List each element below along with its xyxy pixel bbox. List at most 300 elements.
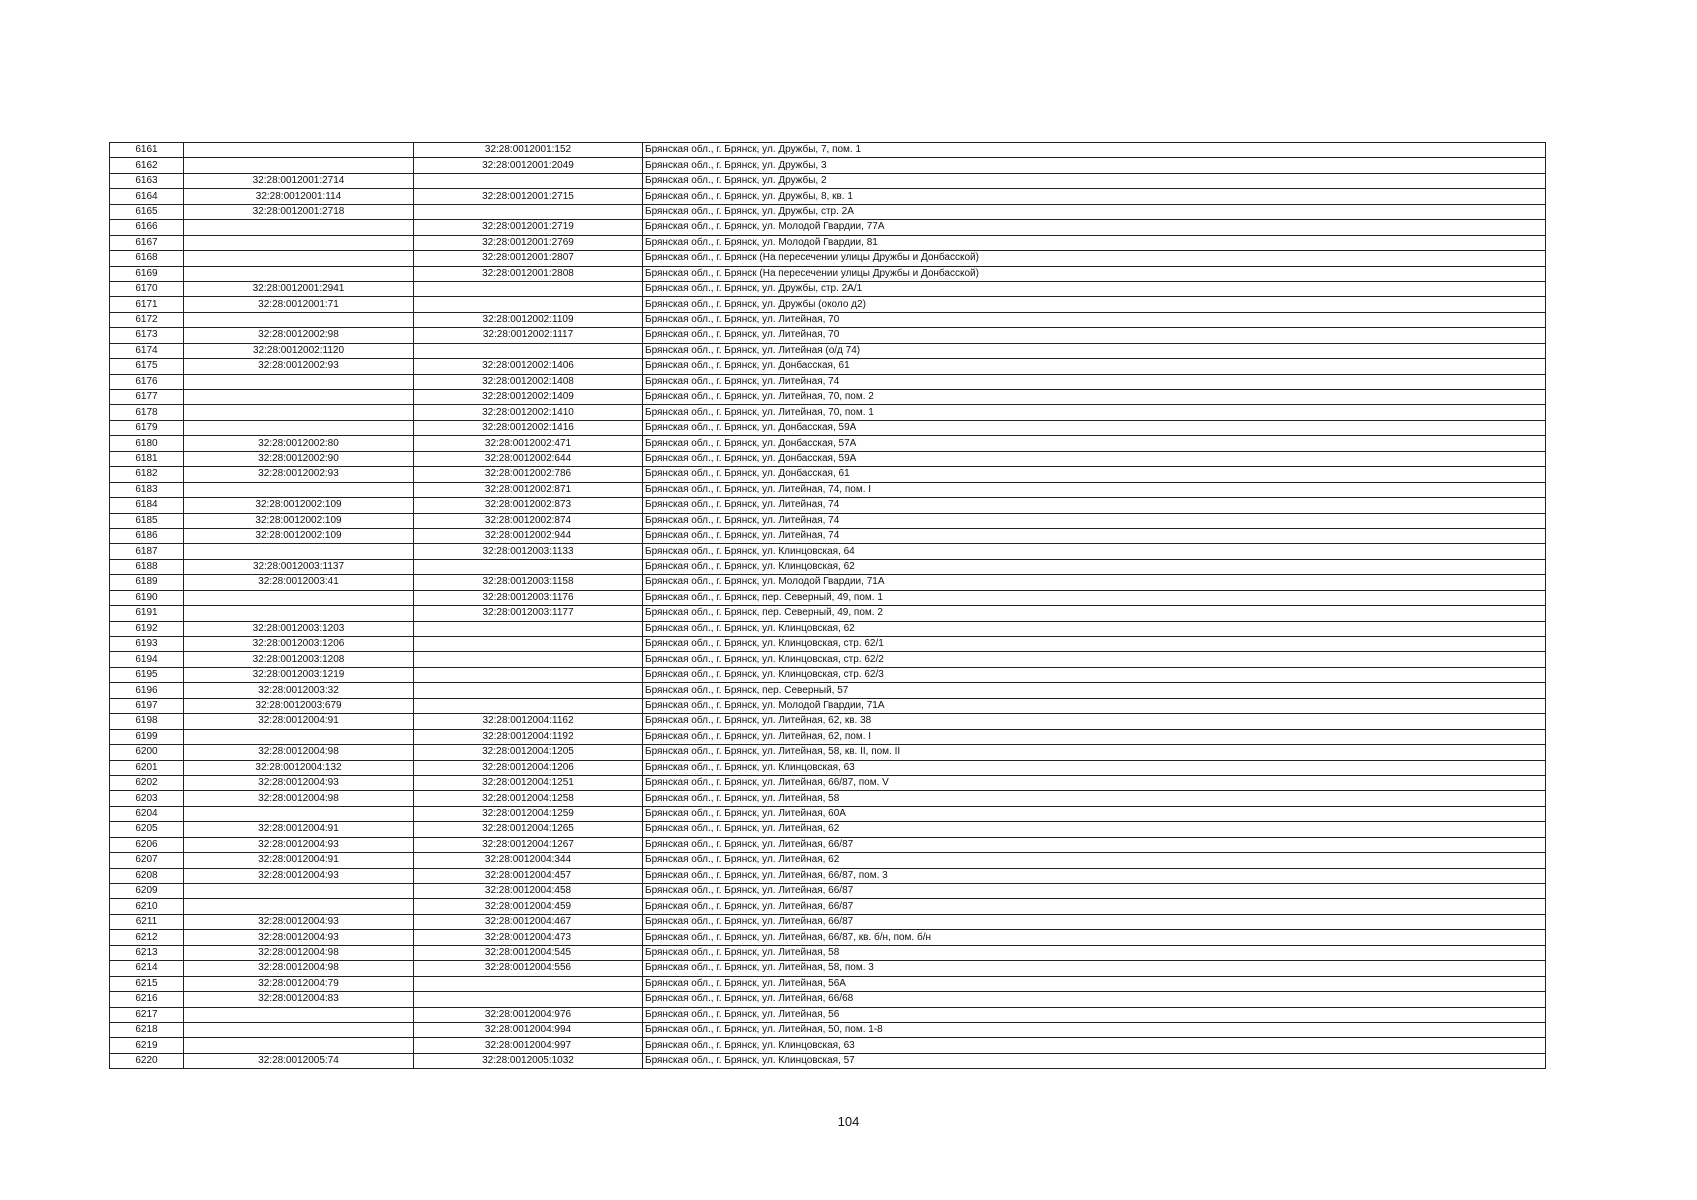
cadastral-number-cell: 32:28:0012002:109	[184, 513, 414, 528]
table-row	[110, 498, 1546, 513]
cadastral-number-cell: 32:28:0012003:1137	[184, 559, 414, 574]
row-number-cell: 6206	[110, 837, 184, 852]
row-number-cell: 6178	[110, 405, 184, 420]
table-row	[110, 621, 1546, 636]
address-cell: Брянская обл., г. Брянск, ул. Литейная, 66/87	[643, 884, 1546, 899]
object-cadastral-number-cell: 32:28:0012004:976	[414, 1007, 643, 1022]
row-number-cell: 6200	[110, 745, 184, 760]
table-row	[110, 220, 1546, 235]
address-cell: Брянская обл., г. Брянск, ул. Литейная, 70, пом. 1	[643, 405, 1546, 420]
address-cell: Брянская обл., г. Брянск, ул. Донбасская, 59А	[643, 451, 1546, 466]
cadastral-number-cell: 32:28:0012003:32	[184, 683, 414, 698]
cadastral-number-cell: 32:28:0012003:41	[184, 575, 414, 590]
address-cell: Брянская обл., г. Брянск, пер. Северный, 49, пом. 2	[643, 606, 1546, 621]
row-number-cell: 6196	[110, 683, 184, 698]
object-cadastral-number-cell: 32:28:0012001:2807	[414, 251, 643, 266]
cadastral-number-cell	[184, 1022, 414, 1037]
address-cell: Брянская обл., г. Брянск, ул. Дружбы, стр. 2А	[643, 204, 1546, 219]
row-number-cell: 6208	[110, 868, 184, 883]
address-cell: Брянская обл., г. Брянск, ул. Клинцовская, стр. 62/3	[643, 667, 1546, 682]
object-cadastral-number-cell: 32:28:0012004:1265	[414, 822, 643, 837]
table-row	[110, 652, 1546, 667]
table-row	[110, 961, 1546, 976]
row-number-cell: 6163	[110, 173, 184, 188]
row-number-cell: 6213	[110, 945, 184, 960]
row-number-cell: 6179	[110, 420, 184, 435]
cadastral-number-cell	[184, 312, 414, 327]
table-row	[110, 853, 1546, 868]
object-cadastral-number-cell: 32:28:0012001:152	[414, 143, 643, 158]
cadastral-number-cell	[184, 806, 414, 821]
table-row	[110, 204, 1546, 219]
cadastral-number-cell: 32:28:0012004:132	[184, 760, 414, 775]
address-cell: Брянская обл., г. Брянск, ул. Молодой Гвардии, 81	[643, 235, 1546, 250]
table-row	[110, 189, 1546, 204]
row-number-cell: 6197	[110, 698, 184, 713]
address-cell: Брянская обл., г. Брянск, ул. Литейная, 58, пом. 3	[643, 961, 1546, 976]
row-number-cell: 6174	[110, 343, 184, 358]
object-cadastral-number-cell	[414, 698, 643, 713]
object-cadastral-number-cell: 32:28:0012004:994	[414, 1022, 643, 1037]
row-number-cell: 6219	[110, 1038, 184, 1053]
object-cadastral-number-cell: 32:28:0012004:556	[414, 961, 643, 976]
object-cadastral-number-cell: 32:28:0012004:1258	[414, 791, 643, 806]
address-cell: Брянская обл., г. Брянск, ул. Молодой Гвардии, 71А	[643, 698, 1546, 713]
table-row	[110, 791, 1546, 806]
object-cadastral-number-cell: 32:28:0012004:545	[414, 945, 643, 960]
row-number-cell: 6217	[110, 1007, 184, 1022]
object-cadastral-number-cell: 32:28:0012004:1192	[414, 729, 643, 744]
table-row	[110, 606, 1546, 621]
object-cadastral-number-cell	[414, 204, 643, 219]
object-cadastral-number-cell: 32:28:0012002:1406	[414, 359, 643, 374]
cadastral-number-cell	[184, 884, 414, 899]
row-number-cell: 6165	[110, 204, 184, 219]
registry-table-body	[110, 143, 1546, 1069]
table-row	[110, 683, 1546, 698]
address-cell: Брянская обл., г. Брянск, ул. Литейная, 66/87	[643, 837, 1546, 852]
object-cadastral-number-cell: 32:28:0012004:1259	[414, 806, 643, 821]
object-cadastral-number-cell: 32:28:0012003:1176	[414, 590, 643, 605]
cadastral-number-cell: 32:28:0012002:90	[184, 451, 414, 466]
row-number-cell: 6175	[110, 359, 184, 374]
cadastral-number-cell: 32:28:0012004:93	[184, 914, 414, 929]
object-cadastral-number-cell	[414, 667, 643, 682]
cadastral-number-cell: 32:28:0012001:2718	[184, 204, 414, 219]
row-number-cell: 6185	[110, 513, 184, 528]
table-row	[110, 868, 1546, 883]
address-cell: Брянская обл., г. Брянск, ул. Литейная, 66/87	[643, 899, 1546, 914]
row-number-cell: 6188	[110, 559, 184, 574]
table-row	[110, 590, 1546, 605]
cadastral-number-cell: 32:28:0012002:109	[184, 498, 414, 513]
row-number-cell: 6161	[110, 143, 184, 158]
object-cadastral-number-cell: 32:28:0012001:2719	[414, 220, 643, 235]
address-cell: Брянская обл., г. Брянск, ул. Литейная, 56	[643, 1007, 1546, 1022]
address-cell: Брянская обл., г. Брянск, пер. Северный, 57	[643, 683, 1546, 698]
row-number-cell: 6207	[110, 853, 184, 868]
address-cell: Брянская обл., г. Брянск, ул. Молодой Гвардии, 77А	[643, 220, 1546, 235]
cadastral-number-cell: 32:28:0012003:1208	[184, 652, 414, 667]
table-row	[110, 143, 1546, 158]
object-cadastral-number-cell	[414, 281, 643, 296]
table-row	[110, 714, 1546, 729]
cadastral-number-cell: 32:28:0012005:74	[184, 1053, 414, 1068]
address-cell: Брянская обл., г. Брянск, ул. Литейная, 70	[643, 312, 1546, 327]
object-cadastral-number-cell: 32:28:0012002:873	[414, 498, 643, 513]
row-number-cell: 6201	[110, 760, 184, 775]
row-number-cell: 6203	[110, 791, 184, 806]
address-cell: Брянская обл., г. Брянск, ул. Литейная, 74	[643, 374, 1546, 389]
row-number-cell: 6186	[110, 528, 184, 543]
table-row	[110, 266, 1546, 281]
cadastral-number-cell: 32:28:0012001:71	[184, 297, 414, 312]
object-cadastral-number-cell: 32:28:0012004:473	[414, 930, 643, 945]
row-number-cell: 6194	[110, 652, 184, 667]
object-cadastral-number-cell: 32:28:0012002:471	[414, 436, 643, 451]
cadastral-number-cell	[184, 1007, 414, 1022]
registry-table	[109, 142, 1546, 1069]
object-cadastral-number-cell: 32:28:0012002:1416	[414, 420, 643, 435]
table-row	[110, 544, 1546, 559]
object-cadastral-number-cell	[414, 343, 643, 358]
cadastral-number-cell: 32:28:0012004:93	[184, 930, 414, 945]
object-cadastral-number-cell: 32:28:0012003:1158	[414, 575, 643, 590]
row-number-cell: 6218	[110, 1022, 184, 1037]
address-cell: Брянская обл., г. Брянск, ул. Донбасская, 61	[643, 359, 1546, 374]
address-cell: Брянская обл., г. Брянск, ул. Клинцовская, 62	[643, 621, 1546, 636]
cadastral-number-cell	[184, 220, 414, 235]
cadastral-number-cell: 32:28:0012004:98	[184, 945, 414, 960]
address-cell: Брянская обл., г. Брянск, ул. Клинцовская, 57	[643, 1053, 1546, 1068]
object-cadastral-number-cell: 32:28:0012004:1206	[414, 760, 643, 775]
address-cell: Брянская обл., г. Брянск, ул. Клинцовская, стр. 62/1	[643, 637, 1546, 652]
table-row	[110, 914, 1546, 929]
table-row	[110, 513, 1546, 528]
row-number-cell: 6211	[110, 914, 184, 929]
address-cell: Брянская обл., г. Брянск, ул. Литейная, 62, пом. I	[643, 729, 1546, 744]
row-number-cell: 6181	[110, 451, 184, 466]
table-row	[110, 667, 1546, 682]
cadastral-number-cell	[184, 251, 414, 266]
table-row	[110, 976, 1546, 991]
cadastral-number-cell	[184, 266, 414, 281]
table-row	[110, 637, 1546, 652]
address-cell: Брянская обл., г. Брянск, ул. Литейная, 58	[643, 791, 1546, 806]
address-cell: Брянская обл., г. Брянск, ул. Литейная, 50, пом. 1-8	[643, 1022, 1546, 1037]
object-cadastral-number-cell: 32:28:0012004:1205	[414, 745, 643, 760]
table-row	[110, 1038, 1546, 1053]
row-number-cell: 6180	[110, 436, 184, 451]
object-cadastral-number-cell: 32:28:0012002:1410	[414, 405, 643, 420]
address-cell: Брянская обл., г. Брянск, ул. Литейная, 62, кв. 38	[643, 714, 1546, 729]
row-number-cell: 6184	[110, 498, 184, 513]
object-cadastral-number-cell	[414, 652, 643, 667]
table-row	[110, 760, 1546, 775]
address-cell: Брянская обл., г. Брянск, ул. Литейная, 58	[643, 945, 1546, 960]
object-cadastral-number-cell: 32:28:0012002:1109	[414, 312, 643, 327]
object-cadastral-number-cell	[414, 683, 643, 698]
row-number-cell: 6193	[110, 637, 184, 652]
cadastral-number-cell	[184, 606, 414, 621]
object-cadastral-number-cell	[414, 976, 643, 991]
cadastral-number-cell: 32:28:0012002:80	[184, 436, 414, 451]
cadastral-number-cell	[184, 405, 414, 420]
cadastral-number-cell: 32:28:0012002:1120	[184, 343, 414, 358]
address-cell: Брянская обл., г. Брянск, ул. Литейная, 66/87, пом. V	[643, 775, 1546, 790]
cadastral-number-cell	[184, 158, 414, 173]
row-number-cell: 6210	[110, 899, 184, 914]
object-cadastral-number-cell: 32:28:0012002:871	[414, 482, 643, 497]
table-row	[110, 1007, 1546, 1022]
row-number-cell: 6199	[110, 729, 184, 744]
object-cadastral-number-cell	[414, 559, 643, 574]
cadastral-number-cell: 32:28:0012002:98	[184, 328, 414, 343]
cadastral-number-cell: 32:28:0012004:91	[184, 853, 414, 868]
cadastral-number-cell: 32:28:0012001:2941	[184, 281, 414, 296]
row-number-cell: 6220	[110, 1053, 184, 1068]
row-number-cell: 6189	[110, 575, 184, 590]
table-row	[110, 235, 1546, 250]
cadastral-number-cell: 32:28:0012002:109	[184, 528, 414, 543]
address-cell: Брянская обл., г. Брянск, ул. Дружбы, 2	[643, 173, 1546, 188]
address-cell: Брянская обл., г. Брянск, ул. Литейная, 62	[643, 853, 1546, 868]
address-cell: Брянская обл., г. Брянск, ул. Литейная, 74	[643, 498, 1546, 513]
row-number-cell: 6171	[110, 297, 184, 312]
object-cadastral-number-cell: 32:28:0012005:1032	[414, 1053, 643, 1068]
table-row	[110, 297, 1546, 312]
cadastral-number-cell	[184, 374, 414, 389]
row-number-cell: 6176	[110, 374, 184, 389]
table-row	[110, 328, 1546, 343]
table-row	[110, 528, 1546, 543]
object-cadastral-number-cell: 32:28:0012002:1408	[414, 374, 643, 389]
row-number-cell: 6205	[110, 822, 184, 837]
table-row	[110, 451, 1546, 466]
object-cadastral-number-cell: 32:28:0012004:457	[414, 868, 643, 883]
address-cell: Брянская обл., г. Брянск, ул. Молодой Гвардии, 71А	[643, 575, 1546, 590]
cadastral-number-cell	[184, 235, 414, 250]
row-number-cell: 6216	[110, 992, 184, 1007]
cadastral-number-cell: 32:28:0012004:98	[184, 791, 414, 806]
address-cell: Брянская обл., г. Брянск, ул. Донбасская, 59А	[643, 420, 1546, 435]
object-cadastral-number-cell	[414, 297, 643, 312]
table-row	[110, 420, 1546, 435]
table-row	[110, 729, 1546, 744]
table-row	[110, 899, 1546, 914]
cadastral-number-cell: 32:28:0012004:93	[184, 775, 414, 790]
row-number-cell: 6173	[110, 328, 184, 343]
cadastral-number-cell	[184, 590, 414, 605]
row-number-cell: 6190	[110, 590, 184, 605]
object-cadastral-number-cell: 32:28:0012002:944	[414, 528, 643, 543]
object-cadastral-number-cell	[414, 621, 643, 636]
cadastral-number-cell: 32:28:0012004:93	[184, 837, 414, 852]
address-cell: Брянская обл., г. Брянск, ул. Литейная, 66/68	[643, 992, 1546, 1007]
table-row	[110, 822, 1546, 837]
table-row	[110, 359, 1546, 374]
address-cell: Брянская обл., г. Брянск, ул. Литейная, 74	[643, 528, 1546, 543]
table-row	[110, 405, 1546, 420]
object-cadastral-number-cell: 32:28:0012004:1251	[414, 775, 643, 790]
cadastral-number-cell: 32:28:0012004:93	[184, 868, 414, 883]
row-number-cell: 6204	[110, 806, 184, 821]
table-row	[110, 312, 1546, 327]
row-number-cell: 6169	[110, 266, 184, 281]
table-row	[110, 1053, 1546, 1068]
table-row	[110, 374, 1546, 389]
object-cadastral-number-cell: 32:28:0012002:786	[414, 467, 643, 482]
object-cadastral-number-cell: 32:28:0012001:2769	[414, 235, 643, 250]
table-row	[110, 251, 1546, 266]
object-cadastral-number-cell: 32:28:0012004:344	[414, 853, 643, 868]
cadastral-number-cell: 32:28:0012003:1203	[184, 621, 414, 636]
address-cell: Брянская обл., г. Брянск, ул. Литейная, 66/87, кв. б/н, пом. б/н	[643, 930, 1546, 945]
table-row	[110, 1022, 1546, 1037]
row-number-cell: 6209	[110, 884, 184, 899]
table-row	[110, 173, 1546, 188]
address-cell: Брянская обл., г. Брянск, ул. Литейная, 66/87, пом. 3	[643, 868, 1546, 883]
object-cadastral-number-cell: 32:28:0012004:1162	[414, 714, 643, 729]
address-cell: Брянская обл., г. Брянск, ул. Дружбы (около д2)	[643, 297, 1546, 312]
row-number-cell: 6182	[110, 467, 184, 482]
row-number-cell: 6177	[110, 390, 184, 405]
cadastral-number-cell	[184, 420, 414, 435]
cadastral-number-cell: 32:28:0012004:91	[184, 822, 414, 837]
row-number-cell: 6192	[110, 621, 184, 636]
address-cell: Брянская обл., г. Брянск, пер. Северный, 49, пом. 1	[643, 590, 1546, 605]
object-cadastral-number-cell: 32:28:0012004:1267	[414, 837, 643, 852]
address-cell: Брянская обл., г. Брянск, ул. Литейная, 70	[643, 328, 1546, 343]
table-row	[110, 343, 1546, 358]
table-row	[110, 837, 1546, 852]
cadastral-number-cell	[184, 1038, 414, 1053]
table-row	[110, 930, 1546, 945]
object-cadastral-number-cell: 32:28:0012001:2808	[414, 266, 643, 281]
row-number-cell: 6172	[110, 312, 184, 327]
page-number: 104	[837, 1114, 860, 1129]
cadastral-number-cell: 32:28:0012002:93	[184, 359, 414, 374]
row-number-cell: 6164	[110, 189, 184, 204]
cadastral-number-cell: 32:28:0012003:679	[184, 698, 414, 713]
row-number-cell: 6162	[110, 158, 184, 173]
table-row	[110, 884, 1546, 899]
object-cadastral-number-cell: 32:28:0012002:874	[414, 513, 643, 528]
address-cell: Брянская обл., г. Брянск, ул. Клинцовская, 64	[643, 544, 1546, 559]
row-number-cell: 6166	[110, 220, 184, 235]
address-cell: Брянская обл., г. Брянск, ул. Литейная, 62	[643, 822, 1546, 837]
table-row	[110, 806, 1546, 821]
cadastral-number-cell: 32:28:0012004:98	[184, 745, 414, 760]
object-cadastral-number-cell	[414, 637, 643, 652]
row-number-cell: 6212	[110, 930, 184, 945]
address-cell: Брянская обл., г. Брянск, ул. Клинцовская, 63	[643, 760, 1546, 775]
cadastral-number-cell: 32:28:0012004:83	[184, 992, 414, 1007]
table-row	[110, 467, 1546, 482]
table-row	[110, 482, 1546, 497]
object-cadastral-number-cell: 32:28:0012002:1117	[414, 328, 643, 343]
row-number-cell: 6170	[110, 281, 184, 296]
table-row	[110, 436, 1546, 451]
row-number-cell: 6202	[110, 775, 184, 790]
cadastral-number-cell	[184, 899, 414, 914]
address-cell: Брянская обл., г. Брянск, ул. Литейная, 58, кв. II, пом. II	[643, 745, 1546, 760]
object-cadastral-number-cell: 32:28:0012001:2049	[414, 158, 643, 173]
object-cadastral-number-cell: 32:28:0012001:2715	[414, 189, 643, 204]
cadastral-number-cell: 32:28:0012004:91	[184, 714, 414, 729]
address-cell: Брянская обл., г. Брянск, ул. Литейная, 74, пом. I	[643, 482, 1546, 497]
cadastral-number-cell: 32:28:0012004:79	[184, 976, 414, 991]
cadastral-number-cell	[184, 482, 414, 497]
address-cell: Брянская обл., г. Брянск, ул. Литейная (о/д 74)	[643, 343, 1546, 358]
address-cell: Брянская обл., г. Брянск, ул. Литейная, 60А	[643, 806, 1546, 821]
address-cell: Брянская обл., г. Брянск, ул. Дружбы, 8, кв. 1	[643, 189, 1546, 204]
cadastral-number-cell: 32:28:0012003:1219	[184, 667, 414, 682]
address-cell: Брянская обл., г. Брянск, ул. Донбасская, 61	[643, 467, 1546, 482]
object-cadastral-number-cell: 32:28:0012002:644	[414, 451, 643, 466]
address-cell: Брянская обл., г. Брянск, ул. Дружбы, 3	[643, 158, 1546, 173]
address-cell: Брянская обл., г. Брянск, ул. Клинцовская, стр. 62/2	[643, 652, 1546, 667]
object-cadastral-number-cell: 32:28:0012003:1177	[414, 606, 643, 621]
row-number-cell: 6183	[110, 482, 184, 497]
cadastral-number-cell	[184, 390, 414, 405]
table-row	[110, 390, 1546, 405]
cadastral-number-cell: 32:28:0012003:1206	[184, 637, 414, 652]
object-cadastral-number-cell: 32:28:0012004:467	[414, 914, 643, 929]
row-number-cell: 6168	[110, 251, 184, 266]
cadastral-number-cell: 32:28:0012001:114	[184, 189, 414, 204]
object-cadastral-number-cell	[414, 173, 643, 188]
table-row	[110, 575, 1546, 590]
table-row	[110, 158, 1546, 173]
table-row	[110, 992, 1546, 1007]
address-cell: Брянская обл., г. Брянск, ул. Донбасская, 57А	[643, 436, 1546, 451]
cadastral-number-cell: 32:28:0012002:93	[184, 467, 414, 482]
address-cell: Брянская обл., г. Брянск, ул. Литейная, 74	[643, 513, 1546, 528]
address-cell: Брянская обл., г. Брянск, ул. Клинцовская, 62	[643, 559, 1546, 574]
object-cadastral-number-cell: 32:28:0012002:1409	[414, 390, 643, 405]
table-row	[110, 698, 1546, 713]
table-row	[110, 559, 1546, 574]
address-cell: Брянская обл., г. Брянск, ул. Клинцовская, 63	[643, 1038, 1546, 1053]
table-row	[110, 745, 1546, 760]
cadastral-number-cell	[184, 729, 414, 744]
cadastral-number-cell: 32:28:0012001:2714	[184, 173, 414, 188]
address-cell: Брянская обл., г. Брянск, ул. Дружбы, стр. 2А/1	[643, 281, 1546, 296]
address-cell: Брянская обл., г. Брянск (На пересечении улицы Дружбы и Донбасской)	[643, 266, 1546, 281]
object-cadastral-number-cell: 32:28:0012004:458	[414, 884, 643, 899]
table-row	[110, 775, 1546, 790]
cadastral-number-cell	[184, 143, 414, 158]
table-row	[110, 945, 1546, 960]
row-number-cell: 6198	[110, 714, 184, 729]
address-cell: Брянская обл., г. Брянск, ул. Литейная, 66/87	[643, 914, 1546, 929]
row-number-cell: 6187	[110, 544, 184, 559]
object-cadastral-number-cell	[414, 992, 643, 1007]
row-number-cell: 6191	[110, 606, 184, 621]
address-cell: Брянская обл., г. Брянск (На пересечении улицы Дружбы и Донбасской)	[643, 251, 1546, 266]
address-cell: Брянская обл., г. Брянск, ул. Литейная, 56А	[643, 976, 1546, 991]
object-cadastral-number-cell: 32:28:0012004:997	[414, 1038, 643, 1053]
address-cell: Брянская обл., г. Брянск, ул. Литейная, 70, пом. 2	[643, 390, 1546, 405]
row-number-cell: 6167	[110, 235, 184, 250]
table-row	[110, 281, 1546, 296]
object-cadastral-number-cell: 32:28:0012004:459	[414, 899, 643, 914]
cadastral-number-cell	[184, 544, 414, 559]
cadastral-number-cell: 32:28:0012004:98	[184, 961, 414, 976]
address-cell: Брянская обл., г. Брянск, ул. Дружбы, 7, пом. 1	[643, 143, 1546, 158]
object-cadastral-number-cell: 32:28:0012003:1133	[414, 544, 643, 559]
